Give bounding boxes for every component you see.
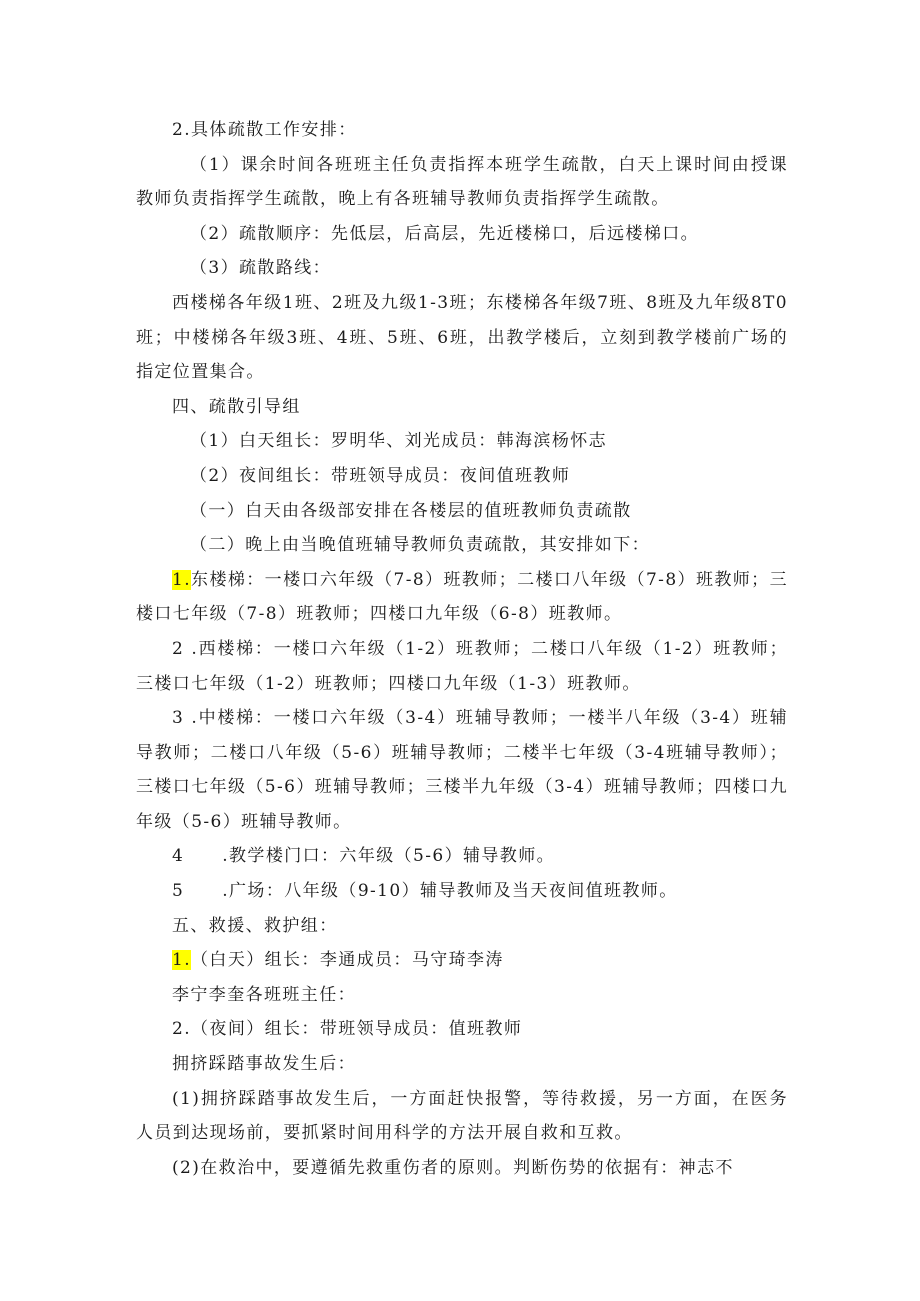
paragraph-day-group: （1）白天组长：罗明华、刘光成员：韩海滨杨怀志 — [190, 431, 608, 452]
highlighted-number: 1. — [172, 569, 192, 590]
paragraph-rescue-day — [136, 943, 788, 978]
section-heading-guidance-group: 四、疏散引导组 — [172, 396, 301, 417]
paragraph-stampede-step-2: (2)在救治中，要遵循先救重伤者的原则。判断伤势的依据有：神志不 — [172, 1157, 734, 1178]
paragraph-building-entrance — [136, 839, 788, 874]
paragraph-rescue-night: 2.（夜间）组长：带班领导成员：值班教师 — [172, 1019, 523, 1040]
east-stairs-text: 东楼梯：一楼口六年级（7-8）班教师；二楼口八年级（7-8）班教师；三楼口七年级（7-8）班教师；四楼口九年级（6-8）班教师。 — [136, 569, 788, 625]
paragraph-evacuation-route-title: （3）疏散路线： — [190, 258, 332, 279]
paragraph-stampede-title: 拥挤踩踏事故发生后： — [172, 1054, 356, 1075]
paragraph-night-group: （2）夜间组长：带班领导成员：夜间值班教师 — [190, 465, 571, 486]
paragraph-evacuation-arrangement: 2.具体疏散工作安排： — [172, 120, 357, 140]
paragraph-evacuation-commanders: （1）课余时间各班班主任负责指挥本班学生疏散，白天上课时间由授课教师负责指挥学生疏散，晚上有各班辅导教师负责指挥学生疏散。 — [136, 154, 788, 210]
paragraph-square — [136, 874, 788, 909]
document-body — [136, 113, 788, 1185]
section-heading-rescue-group: 五、救援、救护组： — [172, 915, 338, 936]
paragraph-night-evacuation: （二）晚上由当晚值班辅导教师负责疏散，其安排如下： — [190, 535, 650, 556]
paragraph-evacuation-order: （2）疏散顺序：先低层，后高层，先近楼梯口，后远楼梯口。 — [190, 223, 700, 244]
paragraph-middle-stairs: 3 .中楼梯：一楼口六年级（3-4）班辅导教师；一楼半八年级（3-4）班辅导教师；二楼口八年级（5-6）班辅导教师；二楼半七年级（3-4班辅导教师）；三楼口七年级（5-6）班辅导教师；三楼半九年级（3-4）班辅导教师；四楼口九年级（5-6）班辅导教师。 — [136, 708, 788, 832]
item-text: .教学楼门口：六年级（5-6）辅导教师。 — [222, 846, 555, 867]
paragraph-evacuation-route: 西楼梯各年级1班、2班及九级1-3班；东楼梯各年级7班、8班及九年级8T0班；中楼梯各年级3班、4班、5班、6班，出教学楼后，立刻到教学楼前广场的指定位置集合。 — [136, 292, 788, 383]
paragraph-day-evacuation: （一）白天由各级部安排在各楼层的值班教师负责疏散 — [190, 500, 632, 521]
item-number: 5 — [172, 881, 185, 902]
paragraph-stampede-step-1: (1)拥挤踩踏事故发生后，一方面赶快报警，等待救援，另一方面，在医务人员到达现场前，要抓紧时间用科学的方法开展自救和互救。 — [136, 1088, 788, 1144]
item-number: 4 — [172, 846, 185, 867]
item-text: .广场：八年级（9-10）辅导教师及当天夜间值班教师。 — [222, 881, 678, 902]
paragraph-rescue-day-members: 李宁李奎各班班主任： — [172, 984, 356, 1005]
highlighted-number: 1. — [172, 950, 192, 971]
rescue-day-text: （白天）组长：李通成员：马守琦李涛 — [191, 950, 504, 971]
paragraph-east-stairs — [136, 563, 788, 632]
paragraph-west-stairs: 2 .西楼梯：一楼口六年级（1-2）班教师；二楼口八年级（1-2）班教师；三楼口七年级（1-2）班教师；四楼口九年级（1-3）班教师。 — [136, 638, 788, 694]
